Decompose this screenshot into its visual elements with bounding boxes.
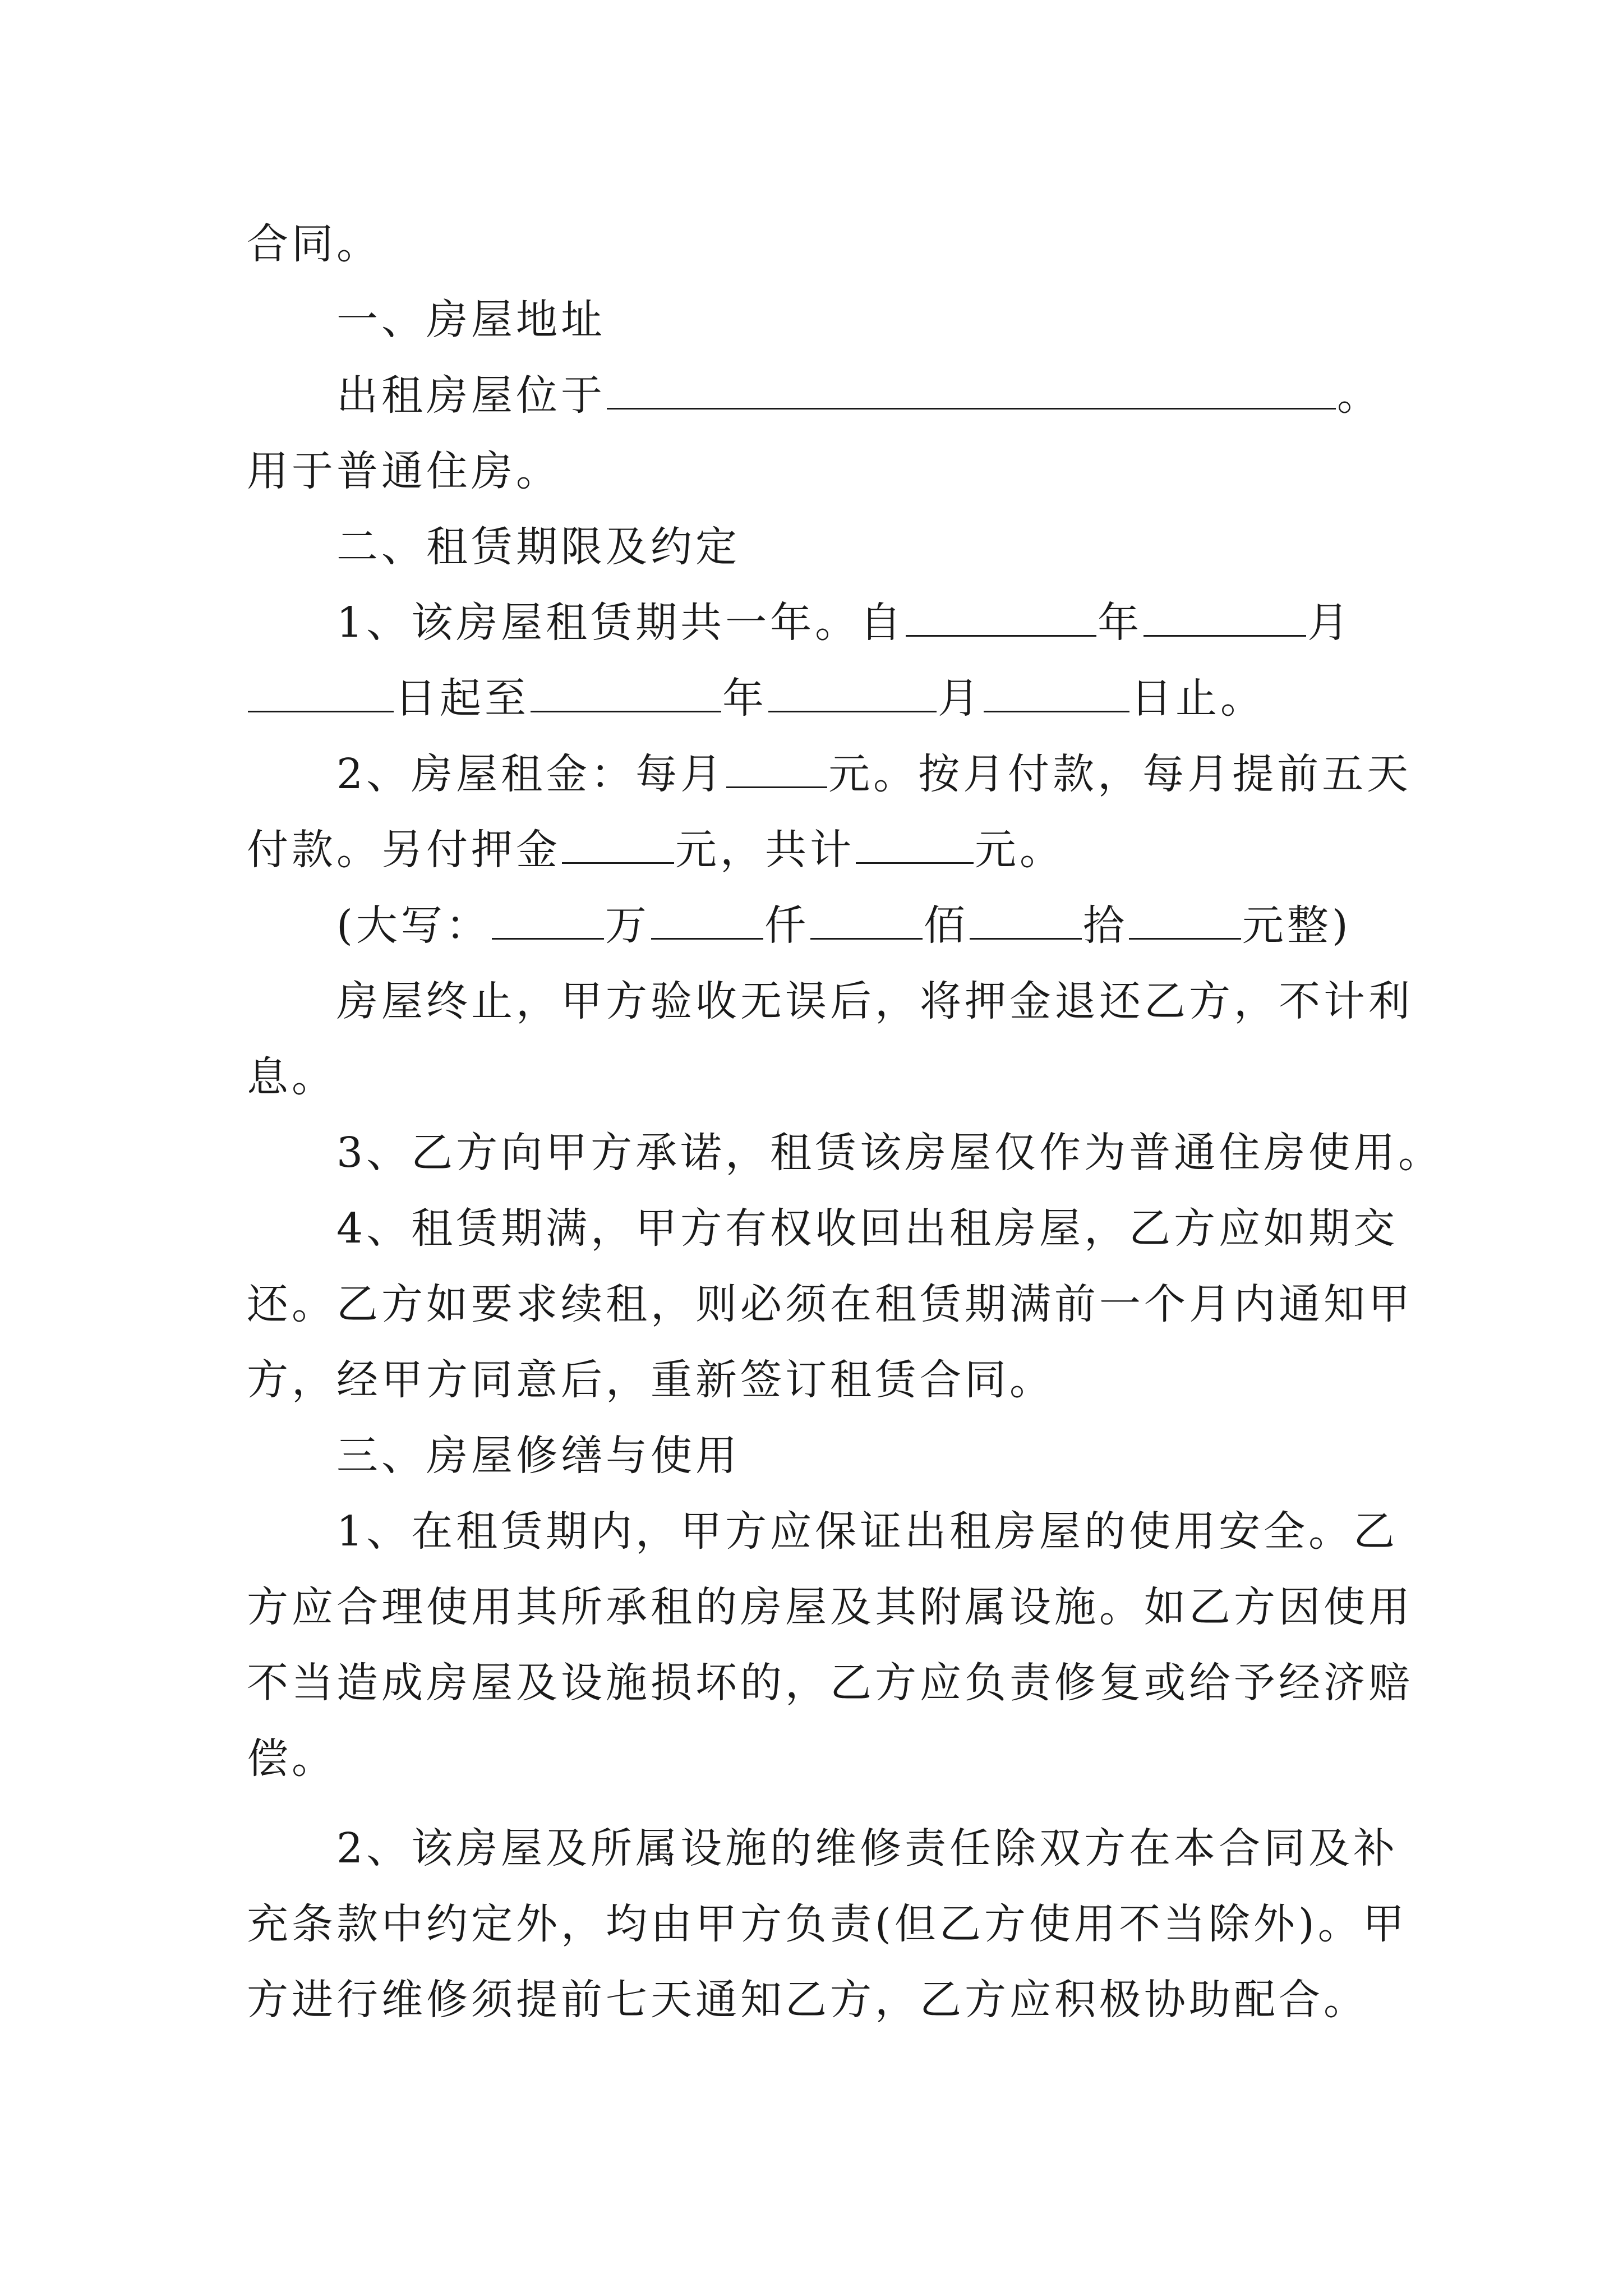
text-line: 合同。 xyxy=(247,220,381,268)
address-blank xyxy=(607,369,1336,409)
text-fragment: 仟 xyxy=(764,901,809,950)
start-month-blank xyxy=(1144,596,1306,637)
text-fragment: 月 xyxy=(938,674,983,723)
text-fragment: 月 xyxy=(1307,599,1353,647)
thousands-blank xyxy=(651,899,763,940)
text-fragment: (大写： xyxy=(336,901,491,950)
monthly-rent-blank xyxy=(726,747,827,788)
start-year-blank xyxy=(906,596,1096,637)
text-line: 用于普通住房。 xyxy=(247,447,561,495)
yuan-blank xyxy=(1129,899,1241,940)
end-year-blank xyxy=(531,671,721,712)
text-line xyxy=(336,898,1481,954)
text-line: 方应合理使用其所承租的房屋及其附属设施。如乙方因使用 xyxy=(247,1583,1413,1631)
end-day-blank xyxy=(984,671,1129,712)
text-line xyxy=(247,822,1391,878)
text-line: 方，经甲方同意后，重新签订租赁合同。 xyxy=(247,1356,1054,1404)
text-line: 房屋终止，甲方验收无误后，将押金退还乙方，不计利 xyxy=(336,977,1413,1025)
text-line: 充条款中约定外，均由甲方负责(但乙方使用不当除外)。甲 xyxy=(247,1900,1408,1948)
text-fragment: 元。按月付款，每月提前五天 xyxy=(828,750,1412,798)
text-fragment: 2、房屋租金：每月 xyxy=(336,750,726,798)
section-heading-address: 一、房屋地址 xyxy=(336,296,606,344)
text-fragment: 拾 xyxy=(1082,901,1128,950)
text-line: 2、该房屋及所属设施的维修责任除双方在本合同及补 xyxy=(336,1824,1399,1872)
tens-blank xyxy=(970,899,1082,940)
text-fragment: 年 xyxy=(1098,599,1143,647)
text-line xyxy=(336,595,1481,651)
text-line: 1、在租赁期内，甲方应保证出租房屋的使用安全。乙 xyxy=(336,1507,1399,1556)
text-line: 不当造成房屋及设施损坏的，乙方应负责修复或给予经济赔 xyxy=(247,1659,1413,1707)
hundreds-blank xyxy=(810,899,923,940)
text-fragment: 付款。另付押金 xyxy=(247,826,561,874)
end-month-blank xyxy=(768,671,937,712)
text-line: 还。乙方如要求续租，则必须在租赁期满前一个月内通知甲 xyxy=(247,1280,1413,1328)
section-heading-term: 二、租赁期限及约定 xyxy=(336,523,740,571)
text-fragment: 元。 xyxy=(975,826,1064,874)
text-line xyxy=(336,746,1481,802)
text-fragment: 出租房屋位于 xyxy=(336,371,606,420)
text-line: 3、乙方向甲方承诺，租赁该房屋仅作为普通住房使用。 xyxy=(336,1129,1444,1177)
text-line xyxy=(336,367,1481,424)
text-line: 4、租赁期满，甲方有权收回出租房屋，乙方应如期交 xyxy=(336,1204,1399,1253)
total-blank xyxy=(856,823,974,864)
ten-thousands-blank xyxy=(492,899,604,940)
text-fragment: 日止。 xyxy=(1131,674,1265,723)
text-fragment: 万 xyxy=(605,901,650,950)
start-day-blank xyxy=(248,671,394,712)
deposit-blank xyxy=(562,823,674,864)
text-line xyxy=(247,670,1391,726)
text-line: 方进行维修须提前七天通知乙方，乙方应积极协助配合。 xyxy=(247,1976,1368,2024)
section-heading-repair: 三、房屋修缮与使用 xyxy=(336,1432,740,1480)
text-fragment: 年 xyxy=(722,674,767,723)
text-fragment: 佰 xyxy=(923,901,969,950)
text-fragment: 元整) xyxy=(1242,901,1352,950)
text-fragment: 日起至 xyxy=(395,674,529,723)
text-line: 息。 xyxy=(247,1053,336,1101)
text-line: 偿。 xyxy=(247,1734,336,1783)
text-fragment: 元，共计 xyxy=(675,826,855,874)
text-fragment: 。 xyxy=(1337,371,1382,420)
text-fragment: 1、该房屋租赁期共一年。自 xyxy=(336,599,905,647)
